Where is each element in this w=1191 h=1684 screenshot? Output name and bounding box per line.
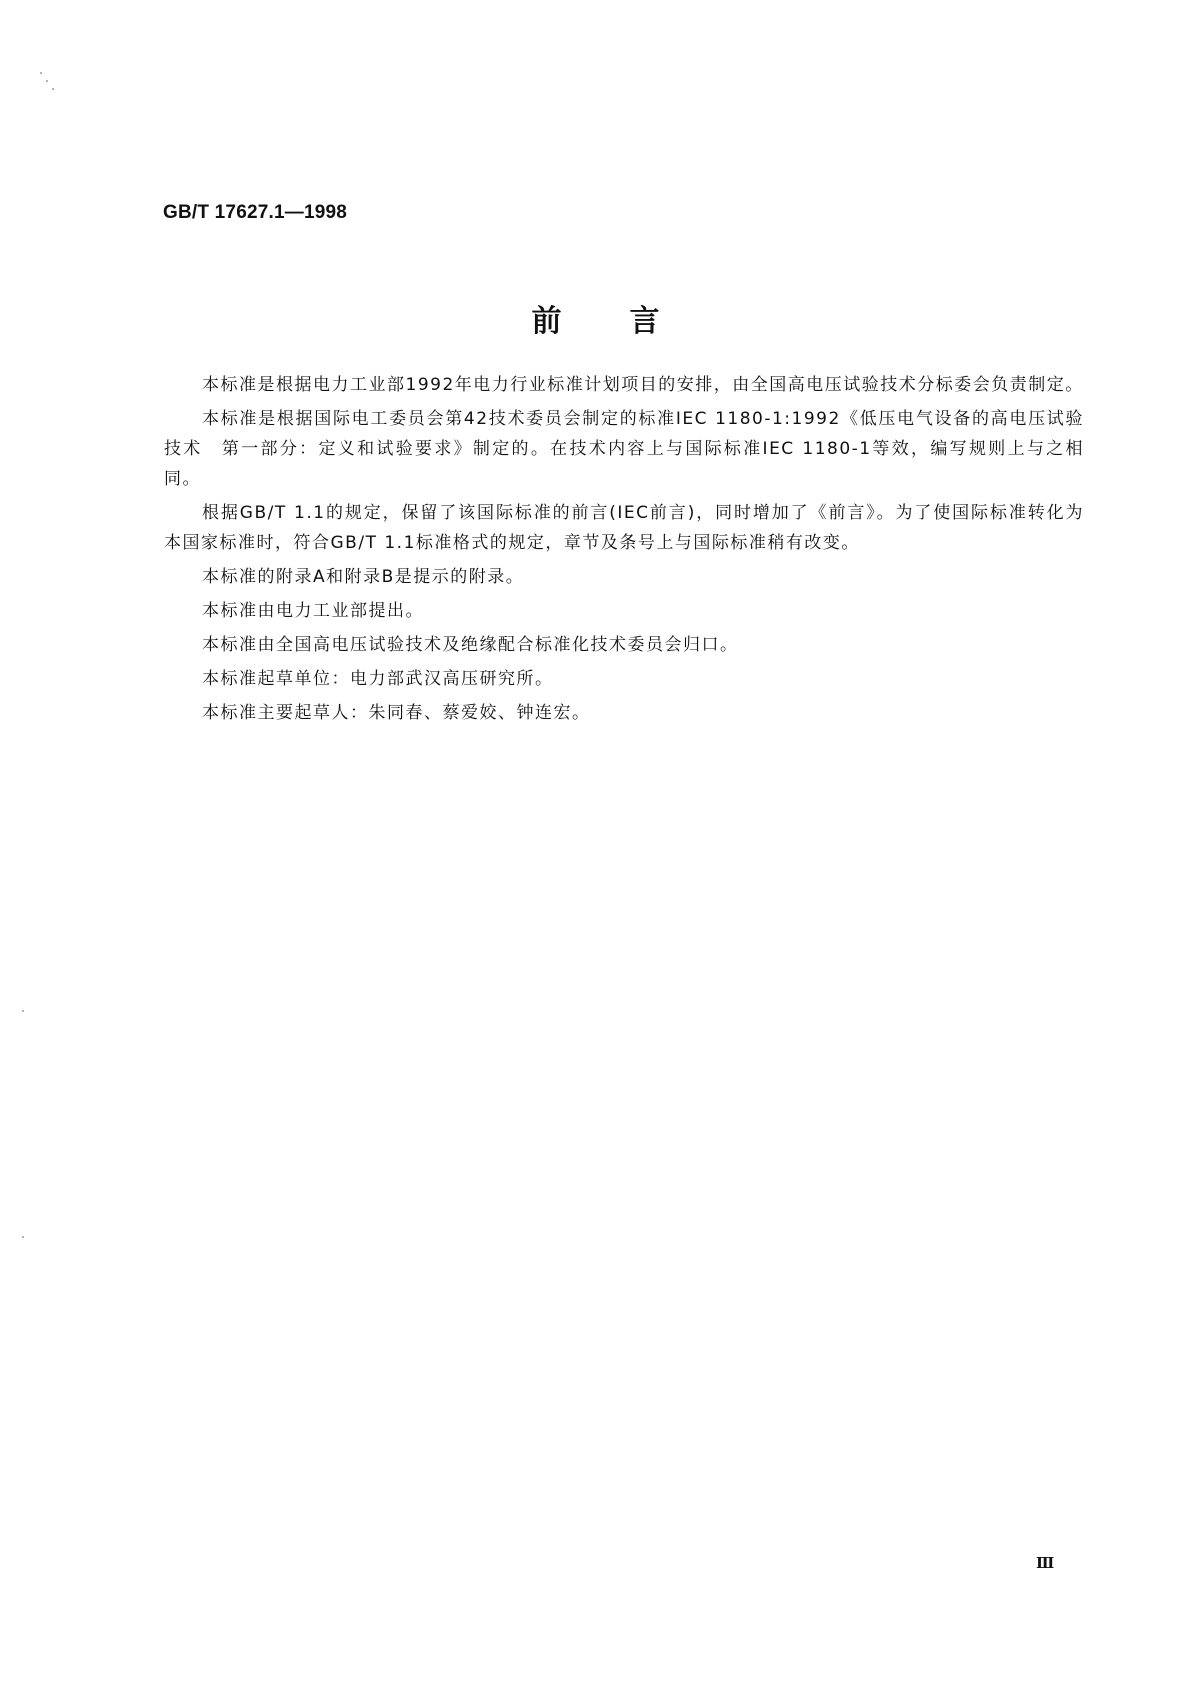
scan-speck [52,88,54,90]
paragraph-6: 本标准由全国高电压试验技术及绝缘配合标准化技术委员会归口。 [202,635,739,655]
scan-speck [46,80,48,82]
paragraph-8: 本标准主要起草人：朱同春、蔡爱姣、钟连宏。 [202,703,591,723]
page-number: Ⅲ [1036,1554,1055,1572]
paragraph-2: 本标准是根据国际电工委员会第42技术委员会制定的标准IEC 1180-1:1992《低压电气设备的高电压试验技术 第一部分：定义和试验要求》制定的。在技术内容上与国际标准IEC 1180-1等效，编写规则上与之相同。 [164,409,1084,489]
scan-speck [22,1010,24,1012]
page-title: 前言 [531,304,728,339]
paragraph-3: 根据GB/T 1.1的规定，保留了该国际标准的前言(IEC前言)，同时增加了《前言》。为了使国际标准转化为本国家标准时，符合GB/T 1.1标准格式的规定，章节及条号上与国际标准稍有改变。 [164,503,1084,553]
paragraph-7: 本标准起草单位：电力部武汉高压研究所。 [202,669,554,689]
standard-code: GB/T 17627.1—1998 [163,202,348,223]
scan-speck [22,1236,24,1238]
paragraph-1: 本标准是根据电力工业部1992年电力行业标准计划项目的安排，由全国高电压试验技术分标委会负责制定。 [202,375,1084,395]
scan-speck [40,72,42,74]
paragraph-5: 本标准由电力工业部提出。 [202,601,424,621]
document-body [164,370,1084,732]
paragraph-4: 本标准的附录A和附录B是提示的附录。 [202,567,525,587]
